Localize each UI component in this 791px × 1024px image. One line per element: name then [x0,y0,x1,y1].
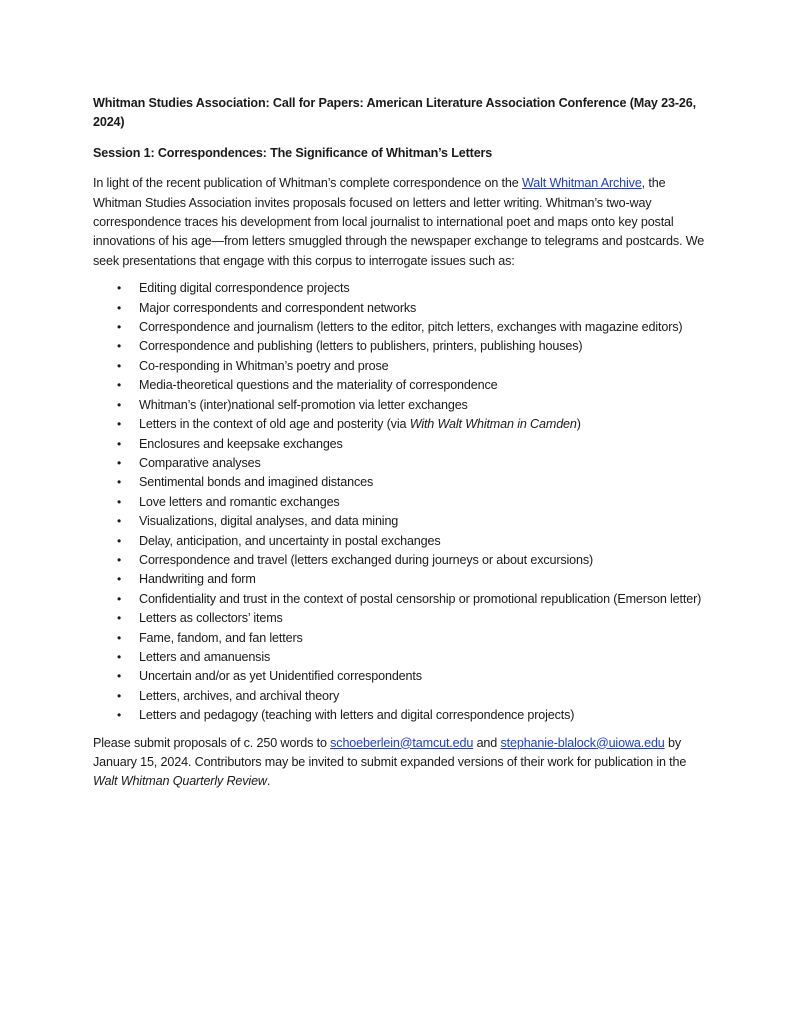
bullet-icon: • [117,358,122,373]
bullet-icon: • [117,688,122,703]
document-page [93,94,713,792]
document-title: Whitman Studies Association: Call for Papers: American Literature Association Conference (May 23-26, 2024) [93,96,696,130]
closing-text-deadline: by January 15, 2024. Contributors may be invited to submit expanded versions of their work for publication in the [93,735,687,769]
topic-italic-title: With Walt Whitman in Camden [409,417,577,432]
topic-text: Correspondence and travel (letters exchanged during journeys or about excursions) [139,552,594,567]
topic-list-item [93,357,713,376]
topic-text: Uncertain and/or as yet Unidentified correspondents [139,669,422,684]
closing-paragraph [93,734,713,792]
topic-text: Visualizations, digital analyses, and data mining [139,514,399,529]
topic-text: Correspondence and publishing (letters to publishers, printers, publishing houses) [139,339,583,354]
topic-text: Whitman’s (inter)national self-promotion via letter exchanges [139,397,468,412]
email-link-schoeberlein[interactable]: schoeberlein@tamcut.edu [330,735,474,750]
topic-text: Letters as collectors’ items [139,611,283,626]
topic-text: Media-theoretical questions and the materiality of correspondence [139,378,498,393]
intro-paragraph [93,174,713,271]
bullet-icon: • [117,669,122,684]
closing-period: . [266,774,271,789]
topic-list-item [93,376,713,395]
topic-list-item [93,279,713,298]
bullet-icon: • [117,533,122,548]
topic-list-item [93,396,713,415]
topic-list-item [93,609,713,628]
bullet-icon: • [117,455,122,470]
topic-list-item [93,512,713,531]
bullet-icon: • [117,494,122,509]
topic-list-item [93,299,713,318]
topic-list-item [93,318,713,337]
bullet-icon: • [117,572,122,587]
bullet-icon: • [117,552,122,567]
bullet-icon: • [117,281,122,296]
topic-text: Letters and pedagogy (teaching with letters and digital correspondence projects) [139,708,575,723]
journal-title: Walt Whitman Quarterly Review [93,774,267,789]
topic-list-item [93,454,713,473]
bullet-icon: • [117,514,122,529]
topics-list [93,279,713,725]
topic-text: Sentimental bonds and imagined distances [139,475,374,490]
topic-list-item [93,435,713,454]
topic-text: Correspondence and journalism (letters to the editor, pitch letters, exchanges with magazine editors) [139,320,683,335]
bullet-icon: • [117,436,122,451]
bullet-icon: • [117,591,122,606]
bullet-icon: • [117,475,122,490]
topic-list-item [93,648,713,667]
bullet-icon: • [117,339,122,354]
bullet-icon: • [117,611,122,626]
topic-list-item [93,532,713,551]
session-heading: Session 1: Correspondences: The Significance of Whitman’s Letters [93,145,493,160]
bullet-icon: • [117,708,122,723]
topic-text: Handwriting and form [139,572,256,587]
topic-list-item [93,667,713,686]
topic-text: Comparative analyses [139,455,261,470]
bullet-icon: • [117,417,122,432]
bullet-icon: • [117,300,122,315]
topic-list-item [93,415,713,434]
bullet-icon: • [117,378,122,393]
topic-list-item [93,551,713,570]
bullet-icon: • [117,649,122,664]
intro-text-after-link: , the Whitman Studies Association invites proposals focused on letters and letter writing. Whitman’s two-way correspondence traces his development from local journalist to international poet and maps onto key postal innovations of his age—from letters smuggled through the newspaper exchange to telegrams and postcards. We seek presentations that engage with this corpus to interrogate issues such as: [93,176,705,268]
email-link-blalock[interactable]: stephanie-blalock@uiowa.edu [500,735,665,750]
bullet-icon: • [117,630,122,645]
topic-list-item [93,706,713,725]
topic-text: Love letters and romantic exchanges [139,494,340,509]
topic-list-item [93,629,713,648]
topic-list-item [93,473,713,492]
topic-text: Major correspondents and correspondent networks [139,300,417,315]
bullet-icon: • [117,320,122,335]
closing-text-start: Please submit proposals of c. 250 words to [93,735,331,750]
topic-text: Delay, anticipation, and uncertainty in postal exchanges [139,533,441,548]
closing-text-and: and [473,735,501,750]
topic-text: Editing digital correspondence projects [139,281,350,296]
intro-text-before-link: In light of the recent publication of Whitman’s complete correspondence on the [93,176,522,191]
topic-text: Confidentiality and trust in the context of postal censorship or promotional republication (Emerson letter) [139,591,702,606]
topic-list-item [93,590,713,609]
topic-list-item [93,570,713,589]
topic-text: Letters and amanuensis [139,649,271,664]
topic-text: Enclosures and keepsake exchanges [139,436,343,451]
bullet-icon: • [117,397,122,412]
topic-text: Letters in the context of old age and posterity (via [139,417,410,432]
topic-list-item [93,687,713,706]
topic-text: Co-responding in Whitman’s poetry and prose [139,358,389,373]
topic-list-item [93,337,713,356]
topic-list-item [93,493,713,512]
topic-text: Letters, archives, and archival theory [139,688,340,703]
topic-text: Fame, fandom, and fan letters [139,630,303,645]
topic-text-end: ) [576,417,581,432]
walt-whitman-archive-link[interactable]: Walt Whitman Archive [521,176,642,191]
